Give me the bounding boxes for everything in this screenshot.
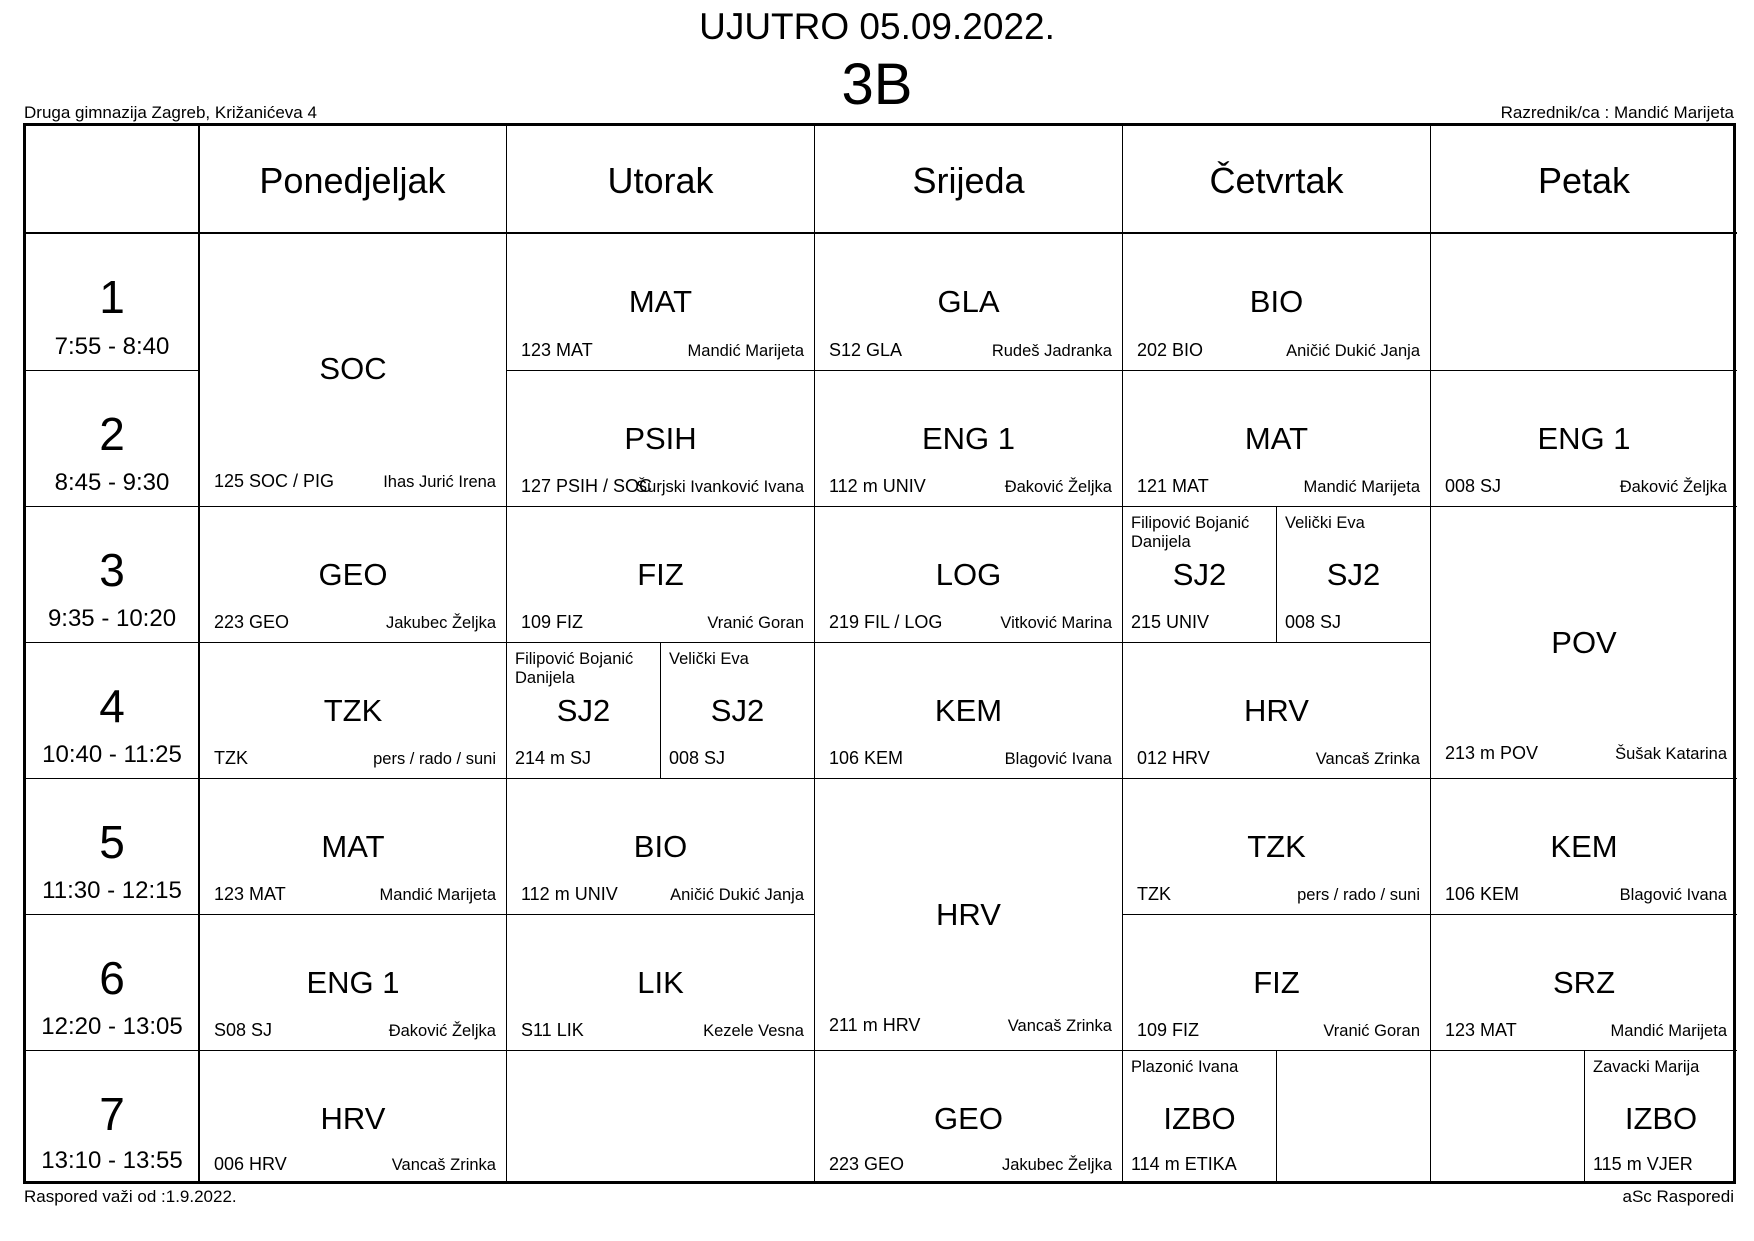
period-time: 12:20 - 13:05 — [41, 1013, 183, 1040]
software-credit: aSc Rasporedi — [1622, 1187, 1734, 1206]
subject: GEO — [318, 557, 388, 592]
subject: SJ2 — [1326, 557, 1381, 592]
room: 012 HRV — [1137, 748, 1210, 768]
subject: MAT — [628, 284, 693, 319]
teacher: Zavacki Marija — [1593, 1058, 1700, 1076]
room: S11 LIK — [521, 1020, 584, 1040]
teacher: Đaković Željka — [388, 1022, 496, 1040]
teacher: Šurjski Ivanković Ivana — [636, 478, 804, 496]
subject: ENG 1 — [1537, 421, 1631, 456]
lesson-thu-bio — [1122, 234, 1430, 370]
teacher: Vancaš Zrinka — [1315, 750, 1420, 768]
valid-from-note: Raspored važi od :1.9.2022. — [24, 1187, 237, 1206]
empty-slot-tue-7 — [506, 1050, 814, 1184]
subject: TZK — [1247, 829, 1306, 864]
subject: LIK — [637, 965, 684, 1000]
lesson-thu-tzk — [1122, 778, 1430, 914]
room: 112 m UNIV — [829, 476, 926, 496]
day-header-wed — [814, 126, 1122, 233]
day-header-fri — [1430, 126, 1737, 233]
room: 125 SOC / PIG — [214, 471, 335, 491]
lesson-wed-log — [814, 506, 1122, 642]
lesson-thu-sj2-group-a — [1122, 506, 1276, 642]
subject: HRV — [1244, 693, 1309, 728]
lesson-tue-lik — [506, 914, 814, 1050]
day-header-mon — [198, 126, 506, 233]
day-label: Srijeda — [912, 160, 1025, 201]
lesson-tue-bio — [506, 778, 814, 914]
lesson-wed-geo — [814, 1050, 1122, 1184]
lesson-tue-sj2-group-a — [506, 642, 660, 778]
lesson-thu-sj2-group-b — [1276, 506, 1430, 642]
room: TZK — [214, 748, 248, 768]
teacher: Vitković Marina — [1000, 614, 1112, 632]
room: 121 MAT — [1137, 476, 1209, 496]
lesson-mon-geo — [200, 506, 506, 642]
period-number: 1 — [99, 271, 125, 323]
teacher: Mandić Marijeta — [1303, 478, 1420, 496]
room: 109 FIZ — [521, 612, 584, 632]
teacher: Vancaš Zrinka — [391, 1156, 496, 1174]
lesson-thu-izbo — [1122, 1050, 1276, 1184]
teacher: Šušak Katarina — [1615, 745, 1727, 763]
teacher: Mandić Marijeta — [379, 886, 496, 904]
day-label: Utorak — [607, 160, 714, 201]
lesson-thu-fiz — [1122, 914, 1430, 1050]
room: 106 KEM — [1445, 884, 1520, 904]
period-time: 7:55 - 8:40 — [54, 333, 170, 360]
teacher: Aničić Dukić Janja — [670, 886, 804, 904]
day-header-tue — [506, 126, 814, 233]
room: 211 m HRV — [829, 1015, 921, 1035]
class-name: 3B — [841, 52, 913, 117]
teacher: Đaković Željka — [1619, 478, 1727, 496]
subject: HRV — [936, 897, 1001, 932]
school-name: Druga gimnazija Zagreb, Križanićeva 4 — [24, 103, 317, 122]
subject: PSIH — [624, 421, 697, 456]
day-label: Petak — [1537, 160, 1631, 201]
room: 214 m SJ — [515, 748, 592, 768]
subject: SJ2 — [1172, 557, 1227, 592]
subject: HRV — [320, 1101, 386, 1136]
period-time: 9:35 - 10:20 — [47, 605, 177, 632]
room: 115 m VJER — [1593, 1154, 1693, 1174]
lesson-wed-gla — [814, 234, 1122, 370]
room: 223 GEO — [829, 1154, 905, 1174]
teacher: Rudeš Jadranka — [991, 342, 1112, 360]
subject: SRZ — [1553, 965, 1615, 1000]
room: 202 BIO — [1137, 340, 1204, 360]
teacher: Ihas Jurić Irena — [383, 473, 496, 491]
teacher: Đaković Željka — [1004, 478, 1112, 496]
subject: FIZ — [1253, 965, 1300, 1000]
teacher: Blagović Ivana — [1004, 750, 1112, 768]
room: 123 MAT — [214, 884, 286, 904]
subject: BIO — [633, 829, 688, 864]
lesson-mon-tzk — [200, 642, 506, 778]
period-number: 3 — [99, 544, 125, 596]
period-4 — [26, 642, 198, 778]
teacher: Vancaš Zrinka — [1007, 1017, 1112, 1035]
room: 112 m UNIV — [521, 884, 618, 904]
room: S12 GLA — [829, 340, 903, 360]
period-number: 6 — [99, 952, 125, 1004]
subject: ENG 1 — [921, 421, 1016, 456]
lesson-tue-sj2-group-b — [660, 642, 814, 778]
period-7 — [26, 1050, 198, 1184]
room: 215 UNIV — [1131, 612, 1210, 632]
teacher: Mandić Marijeta — [1610, 1022, 1727, 1040]
teacher: Filipović Bojanić Danijela — [1131, 514, 1250, 552]
lesson-mon-mat — [200, 778, 506, 914]
period-number: 4 — [99, 680, 125, 732]
subject: GEO — [934, 1101, 1003, 1136]
day-label: Ponedjeljak — [259, 160, 446, 201]
teacher: pers / rado / suni — [373, 750, 496, 768]
period-3 — [26, 506, 198, 642]
room: 008 SJ — [1285, 612, 1342, 632]
period-2 — [26, 370, 198, 506]
room: 127 PSIH / SOC — [521, 476, 653, 496]
lesson-tue-mat — [506, 234, 814, 370]
lesson-wed-eng — [814, 370, 1122, 506]
subject: KEM — [934, 693, 1003, 728]
lesson-fri-izbo — [1584, 1050, 1737, 1184]
teacher: Blagović Ivana — [1619, 886, 1727, 904]
period-number: 7 — [99, 1088, 125, 1140]
room: 223 GEO — [214, 612, 290, 632]
empty-slot-fri-1 — [1430, 234, 1737, 370]
subject: IZBO — [1163, 1101, 1236, 1136]
teacher: Filipović Bojanić Danijela — [515, 650, 634, 688]
teacher: Vranić Goran — [707, 614, 804, 632]
subject: MAT — [321, 829, 385, 864]
period-number: 2 — [99, 408, 125, 460]
room: S08 SJ — [214, 1020, 273, 1040]
corner-cell — [26, 126, 198, 233]
day-header-thu — [1122, 126, 1430, 233]
teacher: Plazonić Ivana — [1131, 1058, 1239, 1076]
lesson-wed-hrv — [814, 778, 1122, 1050]
period-5 — [26, 778, 198, 914]
lesson-fri-pov — [1430, 506, 1737, 778]
room: 123 MAT — [521, 340, 593, 360]
lesson-tue-psih — [506, 370, 814, 506]
period-time: 8:45 - 9:30 — [54, 469, 170, 496]
lesson-mon-hrv — [200, 1050, 506, 1184]
room: 219 FIL / LOG — [829, 612, 943, 632]
room: 006 HRV — [214, 1154, 287, 1174]
homeroom-teacher: Razrednik/ca : Mandić Marijeta — [1500, 103, 1734, 122]
period-time: 13:10 - 13:55 — [41, 1147, 183, 1174]
subject: TZK — [323, 693, 383, 728]
teacher: Jakubec Željka — [1001, 1156, 1112, 1174]
teacher: Vranić Goran — [1323, 1022, 1420, 1040]
room: 008 SJ — [1445, 476, 1502, 496]
timetable-grid — [23, 123, 1736, 1184]
teacher: Mandić Marijeta — [687, 342, 804, 360]
subject: LOG — [935, 557, 1002, 592]
subject: MAT — [1244, 421, 1309, 456]
subject: SJ2 — [710, 693, 765, 728]
subject: FIZ — [637, 557, 684, 592]
lesson-thu-mat — [1122, 370, 1430, 506]
subject: IZBO — [1624, 1101, 1698, 1136]
lesson-fri-kem — [1430, 778, 1737, 914]
day-label: Četvrtak — [1209, 160, 1344, 201]
subject: SOC — [319, 351, 387, 386]
room: 123 MAT — [1445, 1020, 1517, 1040]
subject: ENG 1 — [306, 965, 400, 1000]
teacher: Aničić Dukić Janja — [1286, 342, 1420, 360]
timetable-title: UJUTRO 05.09.2022. — [699, 6, 1055, 47]
teacher: Kezele Vesna — [703, 1022, 804, 1040]
period-6 — [26, 914, 198, 1050]
teacher: pers / rado / suni — [1297, 886, 1420, 904]
period-time: 10:40 - 11:25 — [42, 741, 182, 768]
period-1 — [26, 234, 198, 370]
subject: KEM — [1550, 829, 1618, 864]
room: 008 SJ — [669, 748, 726, 768]
room: 106 KEM — [829, 748, 904, 768]
teacher: Velički Eva — [669, 650, 749, 668]
period-time: 11:30 - 12:15 — [42, 877, 182, 904]
lesson-fri-eng — [1430, 370, 1737, 506]
empty-slot-fri-7a — [1430, 1050, 1584, 1184]
lesson-mon-eng — [200, 914, 506, 1050]
lesson-tue-fiz — [506, 506, 814, 642]
subject: POV — [1551, 625, 1617, 660]
room: 213 m POV — [1445, 743, 1539, 763]
subject: GLA — [937, 284, 1000, 319]
empty-slot-thu-7b — [1276, 1050, 1430, 1184]
period-number: 5 — [99, 816, 125, 868]
teacher: Jakubec Željka — [385, 614, 496, 632]
lesson-mon-soc — [200, 234, 506, 506]
lesson-fri-srz — [1430, 914, 1737, 1050]
subject: BIO — [1249, 284, 1304, 319]
teacher: Velički Eva — [1285, 514, 1365, 532]
room: 109 FIZ — [1137, 1020, 1200, 1040]
lesson-wed-kem — [814, 642, 1122, 778]
room: 114 m ETIKA — [1131, 1154, 1237, 1174]
subject: SJ2 — [556, 693, 611, 728]
room: TZK — [1137, 884, 1171, 904]
lesson-thu-hrv — [1122, 642, 1430, 778]
